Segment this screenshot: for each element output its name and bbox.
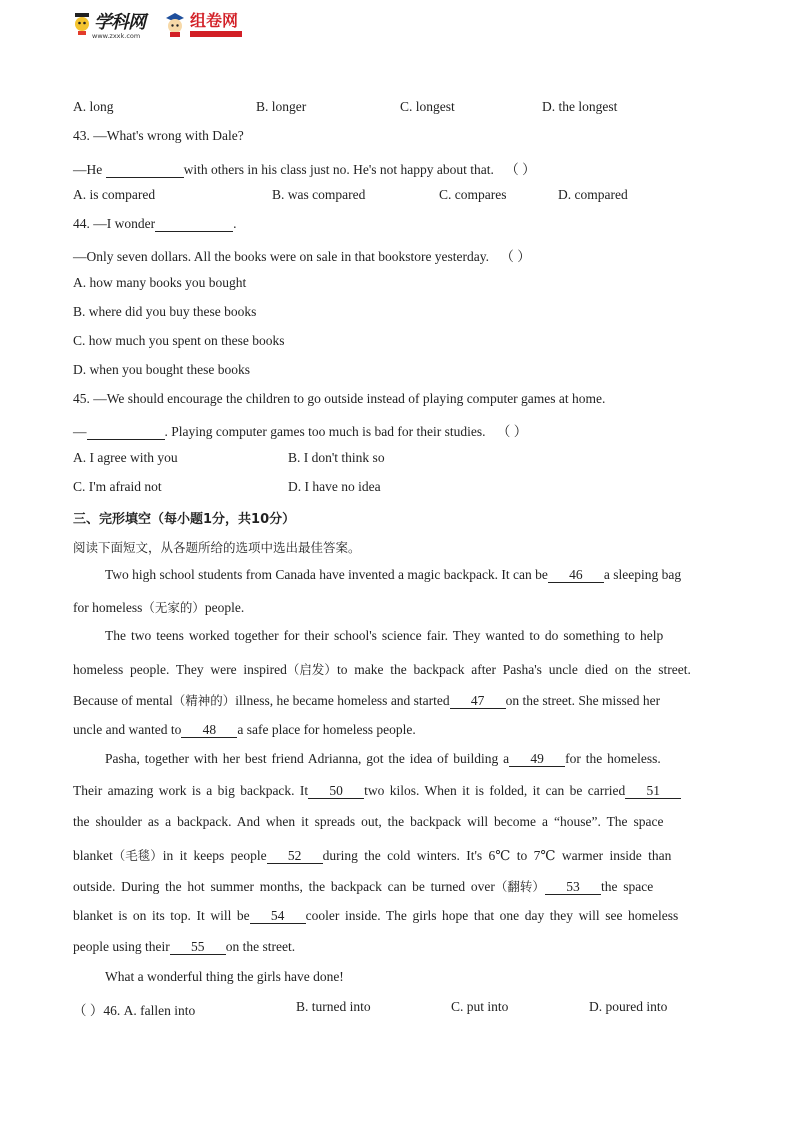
logo1-url: www.zxxk.com (92, 32, 141, 40)
passage-text: for homeless (73, 600, 143, 615)
passage-text: in it keeps people (162, 848, 267, 863)
mascot-icon (164, 12, 186, 38)
passage-text: a safe place for homeless people. (237, 722, 416, 737)
blank-55[interactable]: 55 (170, 940, 226, 955)
q43-blank[interactable] (106, 163, 184, 178)
passage-p1-line2 (73, 598, 244, 616)
section3-instruction: 阅读下面短文，从各题所给的选项中选出最佳答案。 (73, 540, 361, 555)
q44-blank[interactable] (155, 217, 233, 232)
q43-option-b[interactable]: B. was compared (272, 187, 366, 202)
passage-text: Two high school students from Canada have invented a magic backpack. It can be (105, 567, 548, 582)
passage-text: two kilos. When it is folded, it can be carried (364, 783, 626, 798)
zujuan-logo[interactable] (164, 10, 264, 46)
passage-text: during the cold winters. It's 6℃ to 7℃ warmer inside than (322, 848, 672, 863)
q43-option-a[interactable]: A. is compared (73, 187, 156, 202)
q45-answer-paren[interactable]: （ ） (496, 424, 528, 439)
passage-text: on the street. She missed her (505, 693, 661, 708)
passage-p2-line1 (105, 628, 726, 644)
q46-option-b[interactable]: B. turned into (296, 999, 371, 1014)
q43-option-d[interactable]: D. compared (558, 187, 628, 202)
passage-text: the space (600, 879, 654, 894)
q44-option-c[interactable]: C. how much you spent on these books (73, 333, 285, 348)
passage-text: a sleeping bag (603, 567, 682, 582)
passage-text: blanket is on its top. It will be (73, 908, 250, 923)
q43-option-c[interactable]: C. compares (439, 187, 507, 202)
q44-text-a: 44. —I wonder (73, 216, 156, 231)
passage-text: on the street. (225, 939, 296, 954)
blank-53[interactable]: 53 (545, 880, 601, 895)
blank-52[interactable]: 52 (267, 849, 323, 864)
q43-answer-paren[interactable]: （ ） (505, 162, 536, 177)
q43-text-a: —He (73, 162, 106, 177)
q44-dialogue (73, 245, 531, 265)
passage-text: homeless people. They were inspired (73, 662, 287, 677)
q43-dialogue (73, 158, 536, 178)
q44-option-a[interactable]: A. how many books you bought (73, 275, 247, 290)
passage-text: The two teens worked together for their school's science fair. They wanted to do something to help (105, 628, 664, 643)
q42-option-c[interactable]: C. longest (400, 99, 455, 114)
passage-text: Their amazing work is a big backpack. It (73, 783, 309, 798)
passage-text: outside. During the hot summer months, the backpack can be turned over (73, 879, 495, 894)
q45-option-c[interactable]: C. I'm afraid not (73, 479, 162, 494)
passage-text: Pasha, together with her best friend Adrianna, got the idea of building a (105, 751, 510, 766)
passage-text: illness, he became homeless and started (235, 693, 450, 708)
q42-option-b[interactable]: B. longer (256, 99, 307, 114)
mascot-icon (72, 12, 92, 36)
q46-option-d[interactable]: D. poured into (589, 999, 668, 1014)
passage-p2-line2 (73, 660, 691, 678)
q45-stem: 45. —We should encourage the children to go outside instead of playing computer games at home. (73, 391, 606, 406)
q45-text-a: — (73, 424, 87, 439)
passage-gloss: （毛毯） (112, 848, 163, 863)
passage-p2-line4 (73, 722, 416, 738)
blank-54[interactable]: 54 (250, 909, 306, 924)
passage-p3-line4 (73, 846, 671, 864)
header-logos (72, 10, 272, 46)
q44-text-c: —Only seven dollars. All the books were on sale in that bookstore yesterday. (73, 249, 490, 264)
q45-option-b[interactable]: B. I don't think so (288, 450, 385, 465)
passage-text: uncle and wanted to (73, 722, 182, 737)
q44-stem (73, 216, 236, 232)
blank-49[interactable]: 49 (509, 752, 565, 767)
passage-p3-line7 (73, 939, 295, 955)
passage-p3-line1 (105, 751, 661, 767)
q43-stem: 43. —What's wrong with Dale? (73, 128, 244, 143)
passage-gloss: （启发） (286, 662, 337, 677)
passage-p4: What a wonderful thing the girls have done! (105, 969, 344, 984)
passage-text: Because of mental (73, 693, 173, 708)
passage-gloss: （无家的） (142, 600, 205, 615)
section3-heading: 三、完形填空（每小题1分，共10分） (73, 512, 296, 527)
passage-p3-line3: the shoulder as a backpack. And when it spreads out, the backpack will become a “house”. The space (73, 814, 664, 829)
passage-p3-line2 (73, 783, 681, 799)
blank-48[interactable]: 48 (181, 723, 237, 738)
logo1-name: 学科网 (94, 12, 145, 33)
logo2-name: 组卷网 (190, 11, 239, 30)
passage-p3-line5 (73, 877, 653, 895)
blank-51[interactable]: 51 (625, 784, 681, 799)
q45-blank[interactable] (87, 425, 165, 440)
passage-text: people using their (73, 939, 170, 954)
passage-p1-line1 (105, 567, 681, 583)
passage-text: to make the backpack after Pasha's uncle died on the street. (336, 662, 691, 677)
blank-46[interactable]: 46 (548, 568, 604, 583)
q43-text-b: with others in his class just no. He's not happy about that. (183, 162, 494, 177)
passage-text: for the homeless. (565, 751, 661, 766)
passage-text: people. (204, 600, 245, 615)
q46-option-a[interactable]: （ ）46. A. fallen into (73, 1003, 196, 1018)
q45-option-a[interactable]: A. I agree with you (73, 450, 178, 465)
blank-47[interactable]: 47 (450, 694, 506, 709)
q44-option-d[interactable]: D. when you bought these books (73, 362, 250, 377)
q45-text-b: . Playing computer games too much is bad for their studies. (164, 424, 486, 439)
q44-answer-paren[interactable]: （ ） (500, 249, 531, 264)
passage-text: blanket (73, 848, 113, 863)
q42-option-a[interactable]: A. long (73, 99, 114, 114)
q42-option-d[interactable]: D. the longest (542, 99, 618, 114)
q44-text-b: . (233, 216, 237, 231)
q44-option-b[interactable]: B. where did you buy these books (73, 304, 257, 319)
passage-p2-line3 (73, 691, 660, 709)
q45-option-d[interactable]: D. I have no idea (288, 479, 381, 494)
q46-option-c[interactable]: C. put into (451, 999, 509, 1014)
blank-50[interactable]: 50 (308, 784, 364, 799)
passage-text: cooler inside. The girls hope that one day they will see homeless (305, 908, 679, 923)
passage-gloss: （翻转） (494, 879, 545, 894)
passage-gloss: （精神的） (172, 693, 236, 708)
passage-p3-line6 (73, 908, 678, 924)
logo2-bar (190, 31, 242, 37)
zxxk-logo[interactable] (72, 10, 158, 46)
q45-dialogue (73, 420, 527, 440)
